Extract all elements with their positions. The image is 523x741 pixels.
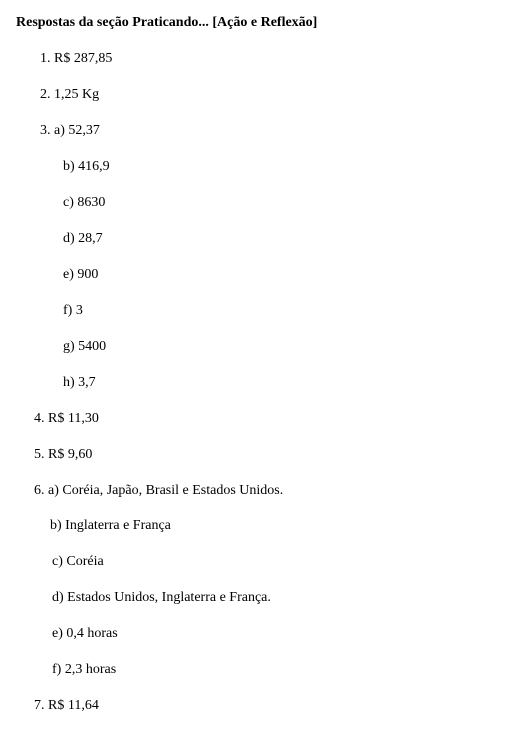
answer-3a: 3. a) 52,37	[40, 123, 100, 138]
answer-3b: b) 416,9	[63, 159, 110, 174]
answer-3e: e) 900	[63, 267, 99, 282]
answer-3h: h) 3,7	[63, 375, 96, 390]
page-title: Respostas da seção Praticando... [Ação e Reflexão]	[16, 15, 318, 30]
answer-6f: f) 2,3 horas	[52, 662, 117, 677]
answer-3f: f) 3	[63, 303, 83, 318]
answer-7: 7. R$ 11,64	[34, 698, 99, 713]
answer-6e: e) 0,4 horas	[52, 626, 118, 641]
answer-2: 2. 1,25 Kg	[40, 87, 100, 102]
answer-3g: g) 5400	[63, 339, 107, 354]
answer-1: 1. R$ 287,85	[40, 51, 113, 66]
answer-3c: c) 8630	[63, 195, 106, 210]
answer-6c: c) Coréia	[52, 554, 104, 569]
answer-6b: b) Inglaterra e França	[50, 518, 171, 533]
answer-6a: 6. a) Coréia, Japão, Brasil e Estados Unidos.	[34, 483, 284, 498]
answer-4: 4. R$ 11,30	[34, 411, 99, 426]
answer-3d: d) 28,7	[63, 231, 103, 246]
answer-5: 5. R$ 9,60	[34, 447, 93, 462]
answer-6d: d) Estados Unidos, Inglaterra e França.	[52, 590, 271, 605]
